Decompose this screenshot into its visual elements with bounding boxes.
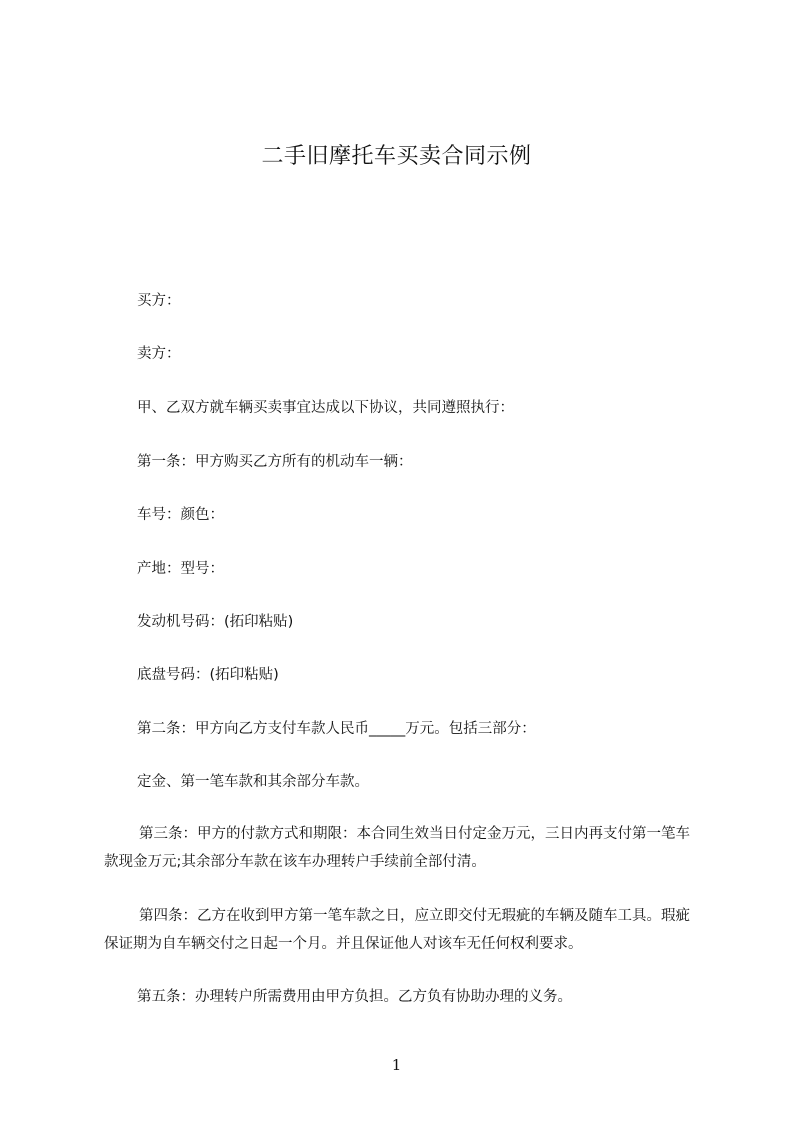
document-title: 二手旧摩托车买卖合同示例 — [261, 144, 532, 169]
payment-parts: 定金、第一笔车款和其余部分车款。 — [137, 774, 369, 790]
article-1: 第一条：甲方购买乙方所有的机动车一辆： — [137, 454, 413, 470]
buyer-field: 买方： — [137, 293, 181, 309]
chassis-number-field: 底盘号码：(拓印粘贴) — [137, 667, 279, 683]
seller-field: 卖方： — [137, 346, 181, 362]
article-5: 第五条：办理转户所需费用由甲方负担。乙方负有协助办理的义务。 — [137, 989, 572, 1005]
article-3: 第三条：甲方的付款方式和期限：本合同生效当日付定金万元，三日内再支付第一笔车款现金万元;其余部分车款在该车办理转户手续前全部付清。 — [104, 826, 690, 870]
engine-number-field: 发动机号码：(拓印粘贴) — [137, 614, 294, 630]
article-2: 第二条：甲方向乙方支付车款人民币_____万元。包括三部分： — [137, 721, 536, 737]
plate-color-field: 车号：颜色： — [137, 507, 224, 523]
origin-model-field: 产地：型号： — [137, 561, 224, 577]
intro-paragraph: 甲、乙双方就车辆买卖事宜达成以下协议，共同遵照执行： — [137, 400, 514, 416]
article-4: 第四条：乙方在收到甲方第一笔车款之日，应立即交付无瑕疵的车辆及随车工具。瑕疵保证期为自车辆交付之日起一个月。并且保证他人对该车无任何权利要求。 — [104, 908, 690, 952]
page-number: 1 — [391, 1056, 402, 1074]
